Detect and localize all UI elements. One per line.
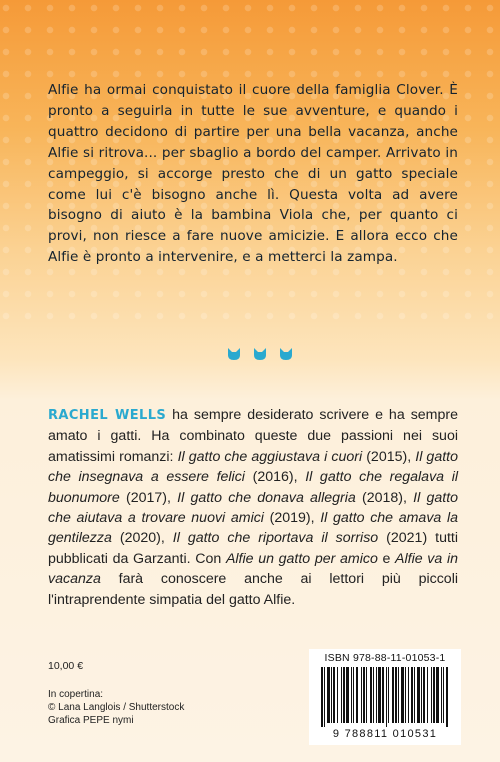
barcode-bar [331,667,332,723]
barcode-bar [361,667,362,723]
barcode-bar [337,667,338,723]
bio-text: (2017), [119,489,178,506]
isbn-label: ISBN 978-88-11-01053-1 [324,652,446,664]
price: 10,00 € [48,660,84,672]
book-title: Alfie va in vacanza [48,550,458,588]
barcode-bar [417,667,420,723]
barcode-bar [386,667,387,727]
barcode-bar [373,667,374,723]
barcode-bar [441,667,442,723]
author-bio [48,405,458,610]
cat-head-icon [254,348,266,360]
book-title: Il gatto che aggiustava i cuori [177,448,363,465]
credits-line: In copertina: [48,689,104,700]
barcode-bar [414,667,415,723]
barcode-bar [343,667,345,723]
bio-text: ha sempre desiderato scrivere e ha sempre amato i gatti. Ha combinato queste due passioni nei suoi amatissimi romanzi: [48,407,458,465]
barcode-bar [408,667,409,723]
barcode-bar [395,667,397,723]
credits-line: Grafica PEPE nymi [48,715,134,726]
bio-text: (2020), [111,530,173,547]
cat-divider [228,348,292,360]
book-title: Il gatto che riportava il sorriso [172,530,379,547]
barcode-bar [346,667,349,723]
barcode-bar [370,667,372,723]
bio-text: (2015), [362,448,416,465]
synopsis-text: Alfie ha ormai conquistato il cuore della famiglia Clover. È pronto a seguirla in tutte le sue avventure, e quando i quattro decidono di partire per una bella vacanza, anche Alfie si ritrova... per sbaglio a bordo del camper. Arrivato in campeggio, si accorge presto che di un gatto speciale come lui c'è bisogno anche lì. Questa volta ad avere bisogno di aiuto è la bambina Viola che, per quanto ci provi, non riesce a fare nuove amicizie. E allora ecco che Alfie è pronto a intervenire, e a metterci la zampa. [48,82,458,266]
barcode-digits: 9 788811 010531 [332,728,438,740]
barcode-bar [431,667,432,723]
cat-head-icon [228,348,240,360]
bio-text: farà conoscere anche ai lettori più piccoli l'intraprendente simpatia del gatto Alfie. [48,571,458,608]
barcode-bars [321,667,449,727]
barcode-bar [398,667,399,723]
barcode-bar [356,667,358,723]
bio-text: (2018), [355,489,414,506]
barcode-bar [446,667,448,727]
barcode-block [309,649,461,745]
bio-text: (2016), [244,469,306,486]
cover-credits [48,688,184,727]
author-name: RACHEL WELLS [48,408,167,423]
barcode-bar [392,667,394,723]
barcode-bar [433,667,435,723]
barcode-bar [405,667,406,723]
barcode-bar [427,667,428,723]
barcode-bar [321,667,323,727]
book-title: Alfie un gatto per amico [225,550,378,567]
bio-text: e [377,550,396,567]
barcode-bar [411,667,413,723]
cat-head-icon [280,348,292,360]
barcode-bar [401,667,404,723]
barcode-bar [443,667,444,723]
book-title: Il gatto che donava allegria [177,489,356,506]
barcode-bar [423,667,425,723]
barcode-bar [421,667,422,723]
credits-line: © Lana Langlois / Shutterstock [48,702,185,713]
barcode-bar [353,667,354,723]
barcode-bar [333,667,335,723]
barcode-bar [382,667,384,723]
barcode-bar [363,667,365,723]
barcode-bar [351,667,352,723]
barcode-bar [324,667,325,727]
barcode-bar [341,667,342,723]
book-title: Il gatto che amava la gentilezza [48,510,458,547]
book-title: Il gatto che regalava il buonumore [48,469,458,506]
bio-text: (2019), [263,510,321,527]
barcode-bar [436,667,439,723]
barcode-bar [388,667,389,723]
barcode-bar [378,667,381,723]
bio-text: (2021) tutti pubblicati da Garzanti. Con [48,530,459,567]
book-title: Il gatto che aiutava a trovare nuovi amici [48,489,459,527]
barcode-bar [376,667,377,723]
book-title: Il gatto che insegnava a essere felici [48,448,458,486]
barcode-bar [366,667,367,723]
barcode-bar [327,667,330,723]
